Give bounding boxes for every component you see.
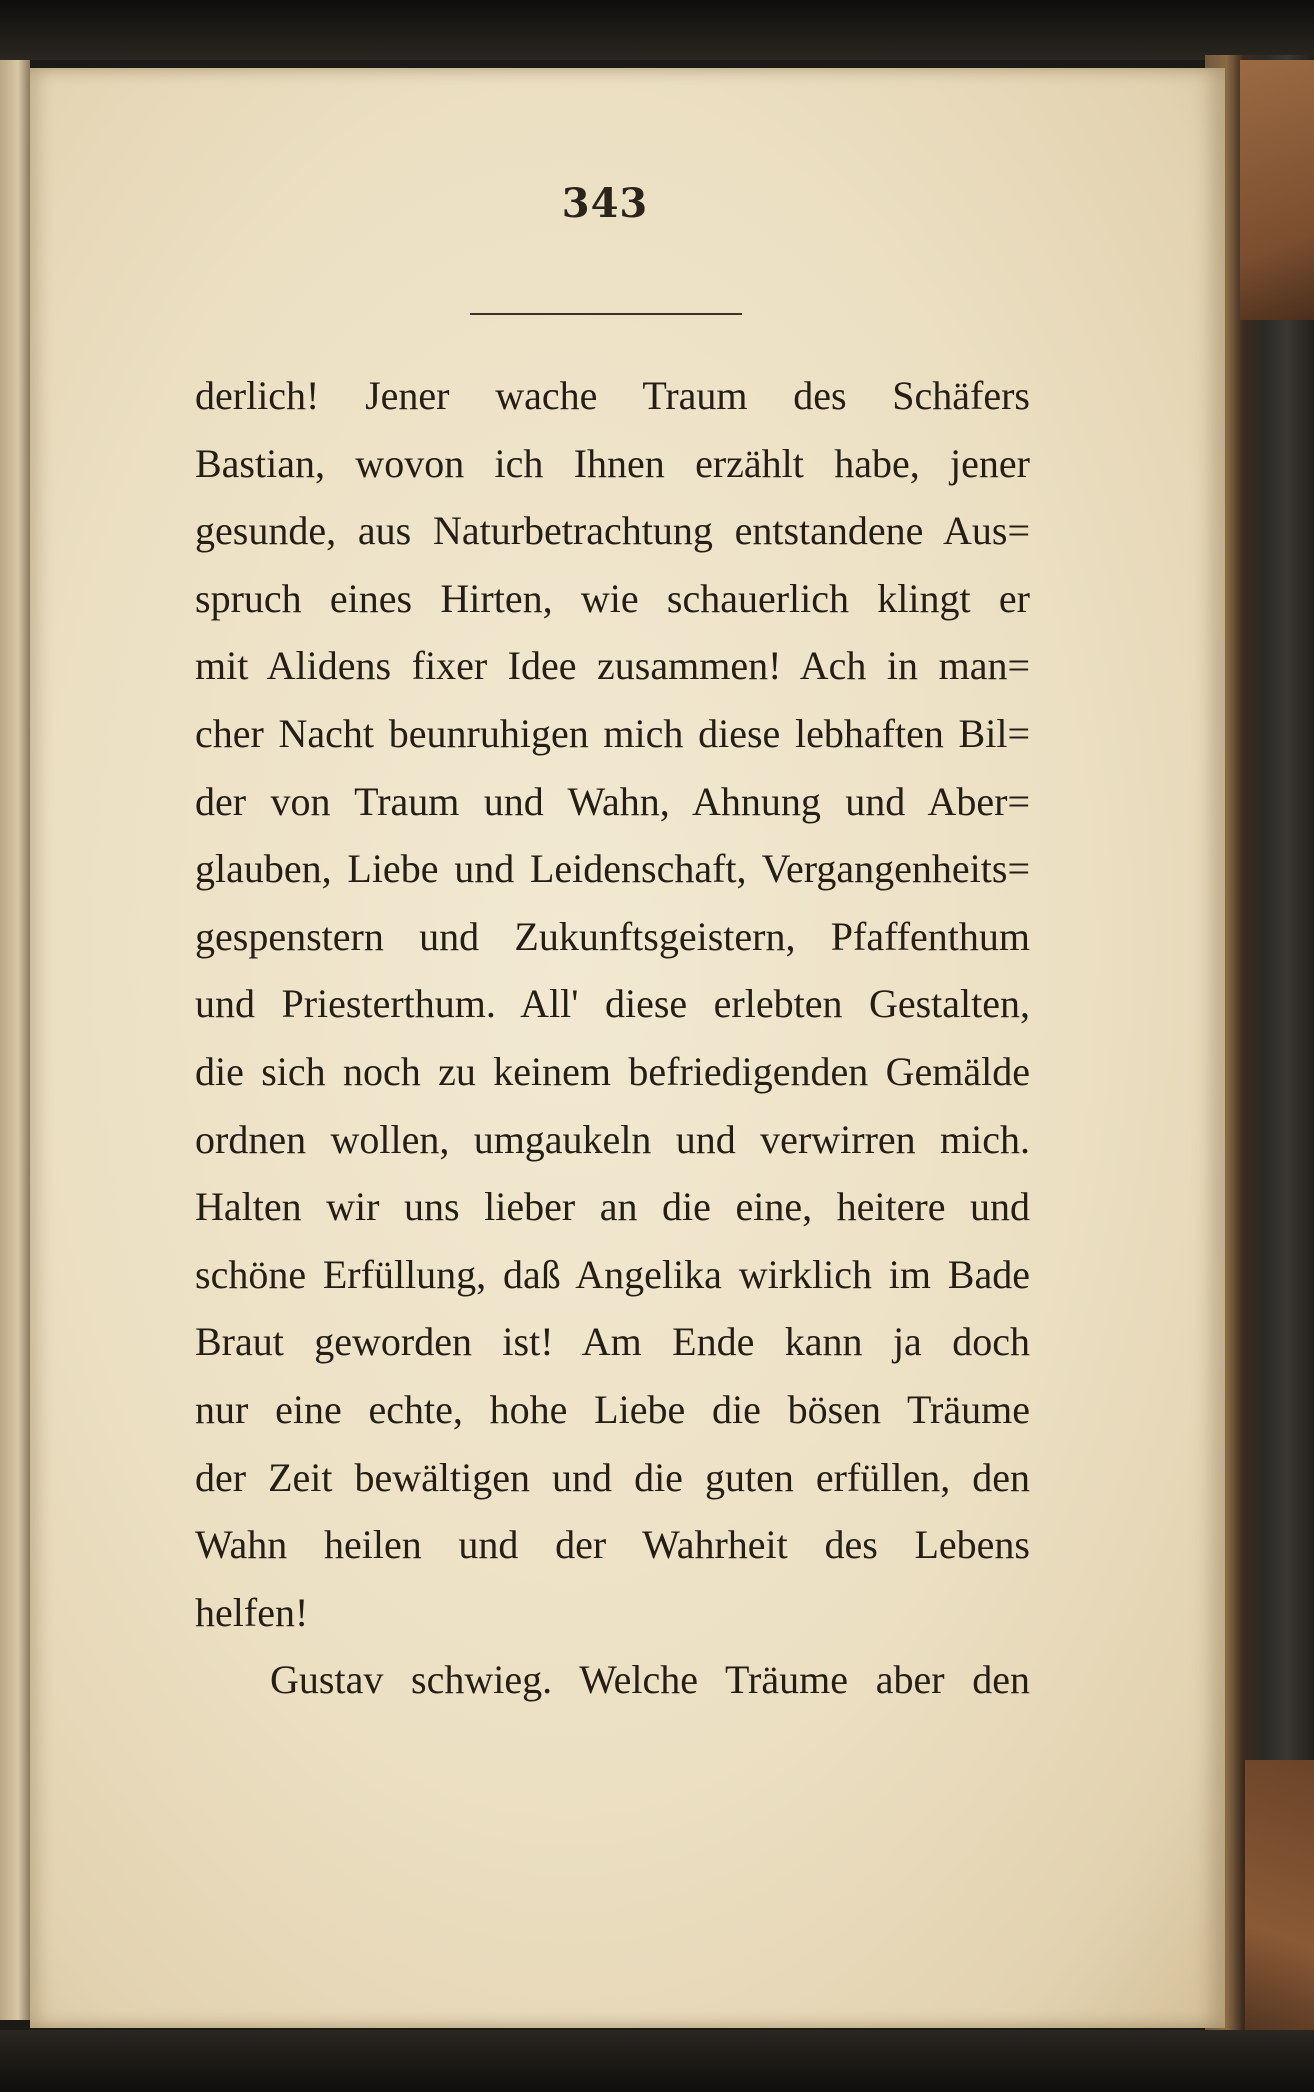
text-line: Gustav schwieg. Welche Träume aber den bbox=[270, 1657, 1030, 1703]
text-line: die sich noch zu keinem befriedigenden Gemälde bbox=[195, 1048, 1030, 1094]
page-text bbox=[195, 362, 1030, 1714]
text-line: und Priesterthum. All' diese erlebten Gestalten, bbox=[195, 981, 1030, 1027]
text-line: helfen! bbox=[195, 1589, 309, 1635]
text-line: nur eine echte, hohe Liebe die bösen Träume bbox=[195, 1386, 1030, 1432]
book-cover-corner-top bbox=[1240, 60, 1314, 320]
text-line: Halten wir uns lieber an die eine, heitere und bbox=[195, 1184, 1030, 1230]
header-rule bbox=[470, 313, 742, 315]
text-line: Braut geworden ist! Am Ende kann ja doch bbox=[195, 1319, 1030, 1365]
text-line: Bastian, wovon ich Ihnen erzählt habe, jener bbox=[195, 440, 1030, 486]
text-line: der Zeit bewältigen und die guten erfüllen, den bbox=[195, 1454, 1030, 1500]
text-line: mit Alidens fixer Idee zusammen! Ach in man= bbox=[195, 643, 1030, 689]
facing-page-edge bbox=[0, 60, 30, 2020]
text-line: gespenstern und Zukunftsgeistern, Pfaffenthum bbox=[195, 913, 1030, 959]
text-line: ordnen wollen, umgaukeln und verwirren mich. bbox=[195, 1116, 1030, 1162]
page-number: 343 bbox=[561, 180, 649, 227]
book-cover-corner-bottom bbox=[1245, 1760, 1314, 2050]
text-line: glauben, Liebe und Leidenschaft, Vergangenheits= bbox=[195, 846, 1030, 892]
text-line: der von Traum und Wahn, Ahnung und Aber= bbox=[195, 778, 1030, 824]
background-top-strip bbox=[0, 0, 1314, 60]
text-line: derlich! Jener wache Traum des Schäfers bbox=[195, 373, 1030, 418]
background-bottom-strip bbox=[0, 2030, 1314, 2092]
text-line: gesunde, aus Naturbetrachtung entstandene Aus= bbox=[195, 508, 1030, 554]
text-line: Wahn heilen und der Wahrheit des Lebens bbox=[195, 1522, 1030, 1568]
text-line: spruch eines Hirten, wie schauerlich klingt er bbox=[195, 575, 1030, 621]
text-line: cher Nacht beunruhigen mich diese lebhaften Bil= bbox=[195, 710, 1030, 756]
text-line: schöne Erfüllung, daß Angelika wirklich im Bade bbox=[195, 1251, 1030, 1297]
